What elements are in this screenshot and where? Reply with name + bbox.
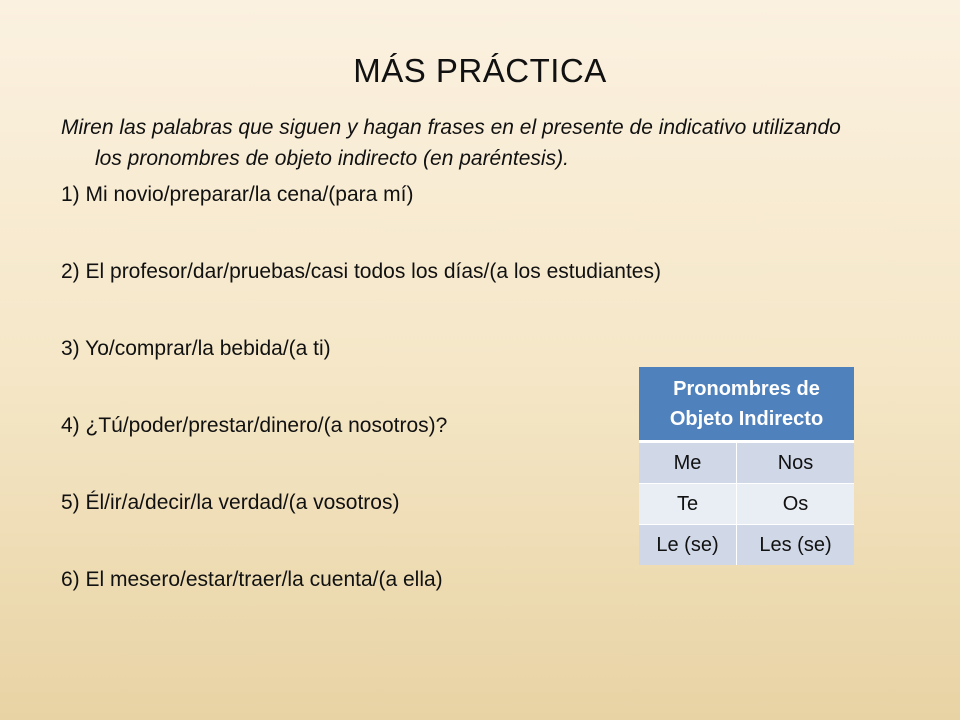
instructions-text: Miren las palabras que siguen y hagan frases en el presente de indicativo utilizando los pronombres de objeto indirecto (en paréntesis). — [61, 116, 841, 170]
table-cell: Le (se) — [639, 525, 737, 566]
exercise-item-5: 5) Él/ir/a/decir/la verdad/(a vosotros) — [61, 491, 400, 514]
exercise-item-3: 3) Yo/comprar/la bebida/(a ti) — [61, 337, 331, 360]
exercise-item-4: 4) ¿Tú/poder/prestar/dinero/(a nosotros)? — [61, 414, 448, 437]
slide-title: MÁS PRÁCTICA — [353, 52, 607, 89]
table-row — [639, 484, 854, 525]
table-cell: Nos — [737, 442, 855, 484]
table-cell: Me — [639, 442, 737, 484]
table-row — [639, 442, 854, 484]
table-cell: Les (se) — [737, 525, 855, 566]
table-cell: Te — [639, 484, 737, 525]
exercise-item-1: 1) Mi novio/preparar/la cena/(para mí) — [61, 183, 414, 206]
pronoun-table-header: Pronombres de Objeto Indirecto — [639, 367, 854, 442]
table-cell: Os — [737, 484, 855, 525]
table-row — [639, 525, 854, 566]
exercise-item-6: 6) El mesero/estar/traer/la cuenta/(a ella) — [61, 568, 443, 591]
exercise-item-2: 2) El profesor/dar/pruebas/casi todos los días/(a los estudiantes) — [61, 260, 661, 283]
pronoun-table — [639, 367, 854, 565]
